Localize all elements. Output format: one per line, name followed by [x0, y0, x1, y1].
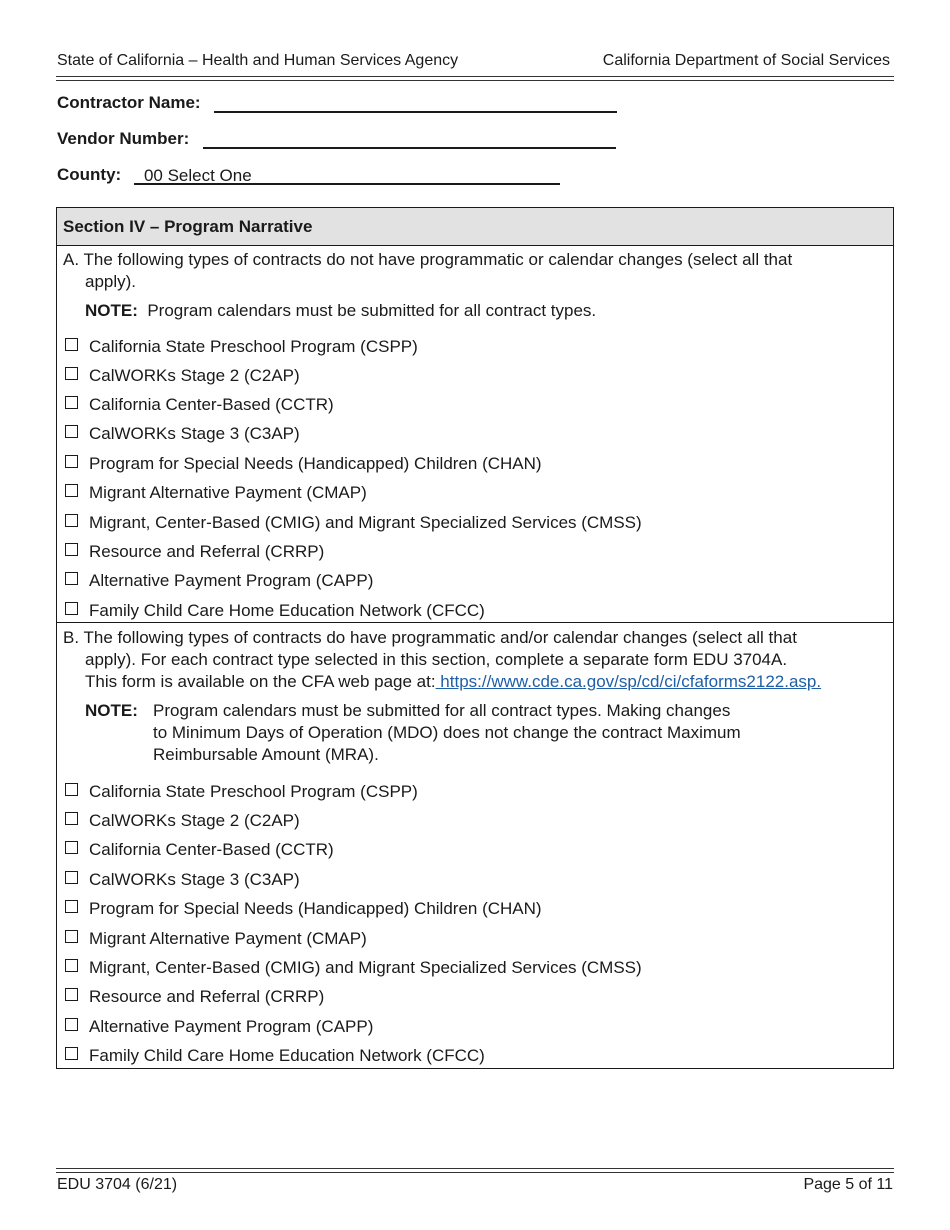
- option-label: California Center-Based (CCTR): [89, 840, 334, 859]
- checkbox-icon[interactable]: [65, 959, 78, 972]
- part-b-option-c3ap[interactable]: [65, 870, 300, 890]
- part-b-option-chan[interactable]: [65, 899, 542, 919]
- checkbox-icon[interactable]: [65, 988, 78, 1001]
- option-label: California State Preschool Program (CSPP): [89, 337, 418, 356]
- part-b-option-cfcc[interactable]: [65, 1046, 485, 1066]
- option-label: Program for Special Needs (Handicapped) Children (CHAN): [89, 454, 542, 473]
- part-b-intro: [63, 627, 879, 693]
- checkbox-icon[interactable]: [65, 572, 78, 585]
- part-a-option-chan[interactable]: [65, 454, 542, 474]
- option-label: Resource and Referral (CRRP): [89, 987, 325, 1006]
- part-a-line-1: A. The following types of contracts do not have programmatic or calendar changes (select all that: [63, 250, 793, 269]
- part-a-option-crrp[interactable]: [65, 542, 324, 562]
- part-a-intro: [63, 249, 879, 293]
- form-id: EDU 3704 (6/21): [57, 1176, 178, 1193]
- county-label: County:: [57, 165, 122, 184]
- checkbox-icon[interactable]: [65, 783, 78, 796]
- cfa-forms-link[interactable]: https://www.cde.ca.gov/sp/cd/ci/cfaforms2122.asp.: [435, 672, 822, 691]
- page-number: Page 5 of 11: [803, 1176, 893, 1193]
- checkbox-icon[interactable]: [65, 514, 78, 527]
- agency-header: State of California – Health and Human Services Agency: [57, 52, 459, 69]
- option-label: CalWORKs Stage 3 (C3AP): [89, 424, 300, 443]
- checkbox-icon[interactable]: [65, 338, 78, 351]
- section-divider: [57, 622, 893, 623]
- part-a-option-cfcc[interactable]: [65, 601, 485, 621]
- checkbox-icon[interactable]: [65, 543, 78, 556]
- part-b-option-c2ap[interactable]: [65, 811, 300, 831]
- contractor-name-label: Contractor Name:: [57, 93, 201, 112]
- part-b-note-line-2: to Minimum Days of Operation (MDO) does not change the contract Maximum: [153, 723, 741, 742]
- part-b-note-label: NOTE:: [85, 701, 138, 720]
- header-rule-secondary: [56, 80, 894, 81]
- part-a-option-cspp[interactable]: [65, 337, 418, 357]
- part-b-line-1: B. The following types of contracts do have programmatic and/or calendar changes (select all that: [63, 628, 797, 647]
- checkbox-icon[interactable]: [65, 367, 78, 380]
- vendor-number-input[interactable]: [203, 129, 616, 149]
- part-a-option-c3ap[interactable]: [65, 424, 300, 444]
- part-a-note-label: NOTE:: [85, 301, 138, 320]
- checkbox-icon[interactable]: [65, 455, 78, 468]
- option-label: CalWORKs Stage 2 (C2AP): [89, 366, 300, 385]
- part-a-note: [85, 300, 596, 322]
- header-rule: [56, 76, 894, 77]
- section-iv-box: [56, 207, 894, 1069]
- part-b-line-2: apply). For each contract type selected in this section, complete a separate form EDU 3704A.: [85, 650, 788, 669]
- checkbox-icon[interactable]: [65, 484, 78, 497]
- part-b-note-line-1: Program calendars must be submitted for all contract types. Making changes: [153, 701, 731, 720]
- option-label: Family Child Care Home Education Network (CFCC): [89, 1046, 485, 1065]
- part-b-option-cmig-cmss[interactable]: [65, 958, 642, 978]
- option-label: Migrant Alternative Payment (CMAP): [89, 929, 367, 948]
- part-b-option-crrp[interactable]: [65, 987, 324, 1007]
- option-label: Family Child Care Home Education Network (CFCC): [89, 601, 485, 620]
- part-a-option-c2ap[interactable]: [65, 366, 300, 386]
- option-label: Migrant, Center-Based (CMIG) and Migrant Specialized Services (CMSS): [89, 513, 642, 532]
- vendor-number-label: Vendor Number:: [57, 129, 190, 148]
- checkbox-icon[interactable]: [65, 425, 78, 438]
- part-b-option-capp[interactable]: [65, 1017, 373, 1037]
- checkbox-icon[interactable]: [65, 602, 78, 615]
- part-b-option-cspp[interactable]: [65, 782, 418, 802]
- vendor-number-row: [57, 129, 616, 149]
- department-header: California Department of Social Services: [602, 52, 890, 69]
- part-b-option-cmap[interactable]: [65, 929, 367, 949]
- part-b-note: [85, 700, 833, 766]
- part-b-note-line-3: Reimbursable Amount (MRA).: [153, 745, 379, 764]
- option-label: Migrant Alternative Payment (CMAP): [89, 483, 367, 502]
- option-label: Alternative Payment Program (CAPP): [89, 571, 374, 590]
- checkbox-icon[interactable]: [65, 841, 78, 854]
- part-a-option-cmig-cmss[interactable]: [65, 513, 642, 533]
- part-a-note-text: Program calendars must be submitted for all contract types.: [147, 301, 597, 320]
- checkbox-icon[interactable]: [65, 871, 78, 884]
- option-label: CalWORKs Stage 3 (C3AP): [89, 870, 300, 889]
- contractor-name-row: [57, 93, 617, 113]
- checkbox-icon[interactable]: [65, 396, 78, 409]
- checkbox-icon[interactable]: [65, 1018, 78, 1031]
- county-value: 00 Select One: [143, 166, 252, 185]
- checkbox-icon[interactable]: [65, 812, 78, 825]
- option-label: CalWORKs Stage 2 (C2AP): [89, 811, 300, 830]
- part-a-option-cmap[interactable]: [65, 483, 367, 503]
- contractor-name-input[interactable]: [214, 93, 617, 113]
- option-label: California State Preschool Program (CSPP): [89, 782, 418, 801]
- option-label: Alternative Payment Program (CAPP): [89, 1017, 374, 1036]
- option-label: Resource and Referral (CRRP): [89, 542, 325, 561]
- part-a-option-capp[interactable]: [65, 571, 373, 591]
- county-select[interactable]: [134, 165, 560, 185]
- checkbox-icon[interactable]: [65, 900, 78, 913]
- option-label: Migrant, Center-Based (CMIG) and Migrant Specialized Services (CMSS): [89, 958, 642, 977]
- checkbox-icon[interactable]: [65, 930, 78, 943]
- option-label: California Center-Based (CCTR): [89, 395, 334, 414]
- footer-rule: [56, 1168, 894, 1169]
- part-a-line-2: apply).: [85, 272, 137, 291]
- section-header: [57, 208, 893, 246]
- option-label: Program for Special Needs (Handicapped) Children (CHAN): [89, 899, 542, 918]
- section-title: Section IV – Program Narrative: [63, 217, 313, 236]
- part-b-line-3-text: This form is available on the CFA web page at:: [85, 672, 436, 691]
- part-b-line-3: [63, 671, 879, 693]
- checkbox-icon[interactable]: [65, 1047, 78, 1060]
- part-a-option-cctr[interactable]: [65, 395, 334, 415]
- part-b-option-cctr[interactable]: [65, 840, 334, 860]
- footer-rule-secondary: [56, 1172, 894, 1173]
- county-row: [57, 165, 560, 185]
